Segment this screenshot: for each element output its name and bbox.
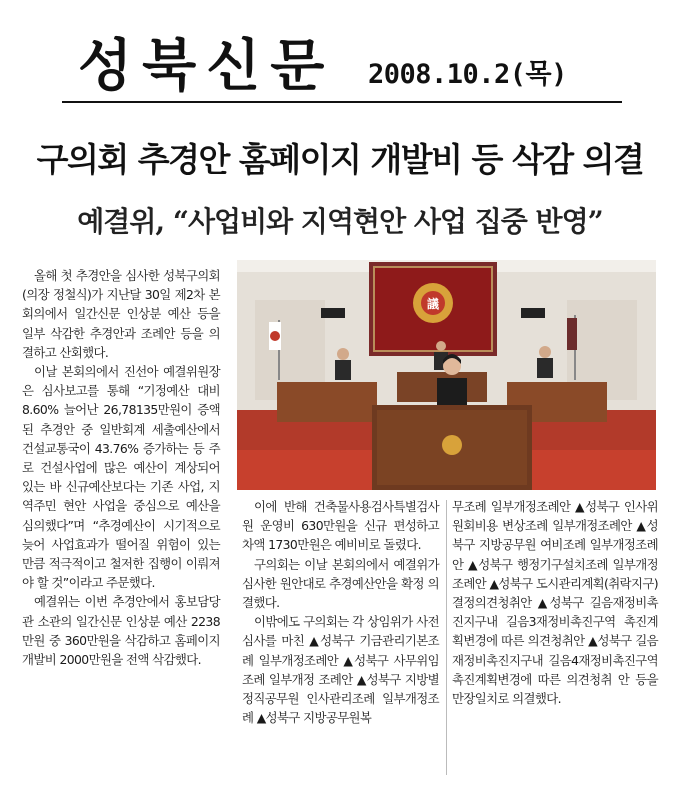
- newspaper-masthead: 성북신문: [78, 33, 335, 99]
- masthead-rule: [62, 101, 622, 103]
- paragraph: 구의회는 이날 본회의에서 예결위가 심사한 원안대로 추경예산안을 확정 의결했다.: [242, 556, 439, 611]
- paragraph: 예결위는 이번 추경안에서 홍보담당관 소관의 일간신문 인상분 예산 2238만원 중 360만원을 삭감하고 홈페이지 개발비 2000만원을 전액 삭감했다.: [22, 594, 220, 668]
- article-column-1: [22, 266, 220, 669]
- council-session-photo: [237, 260, 656, 490]
- article-headline: 구의회 추경안 홈페이지 개발비 등 삭감 의결: [36, 140, 644, 179]
- photo-illustration: [237, 260, 656, 490]
- emblem-text: 議: [426, 297, 440, 311]
- paragraph: 이에 반해 건축물사용검사특별검사원 운영비 630만원을 신규 편성하고 차액 1730만원은 예비비로 돌렸다.: [242, 499, 439, 553]
- article-column-3: [452, 497, 658, 708]
- column-divider: [446, 500, 447, 775]
- paragraph: 올해 첫 추경안을 심사한 성북구의회(의장 정철식)가 지난달 30일 제2차 본회의에서 일간신문 인상분 예산 등을 일부 삭감한 추경안과 조례안 등을 의결하고 산회했다.: [22, 268, 220, 360]
- publication-date: 2008.10.2(목): [368, 59, 567, 90]
- paragraph: 이날 본회의에서 진선아 예결위원장은 심사보고를 통해 “기정예산 대비 8.60% 늘어난 26,78135만원이 증액된 추경안 중 일반회계 세출예산에서 건설교통국이 43.76% 증가하는 등 주로 건설사업에 많은 예산이 계상되어 있는 바 신규예산보다는 기존 사업, 지역주민 현안 사업을 중심으로 예산을 심의했다”며 “추경예산이 시기적으로 늦어 사업효과가 떨어질 위험이 있는 만큼 적극적이고 철저한 집행이 이뤄져야 할 것”이라고 주문했다.: [22, 364, 220, 591]
- paragraph: 이밖에도 구의회는 각 상임위가 사전 심사를 마친 ▲성북구 기금관리기본조례 일부개정조례안 ▲성북구 사무위임조례 일부개정 조례안 ▲성북구 지방별정직공무원 인사관리조례 일부개정조례 ▲성북구 지방공무원복: [242, 614, 439, 726]
- paragraph: 무조례 일부개정조례안 ▲성북구 인사위원회비용 변상조례 일부개정조례안 ▲성북구 지방공무원 여비조례 일부개정조례안 ▲성북구 행정기구설치조례 일부개정조례안 ▲성북구 도시관리계획(취락지구) 결정의견청취안 ▲성북구 길음재정비촉진지구내 길음3재정비촉진구역 촉진계획변경에 따른 의견청취안 ▲성북구 길음재정비촉진지구내 길음4재정비촉진구역 촉진계획변경에 따른 의견청취 안 등을 만장일치로 의결했다.: [452, 499, 658, 707]
- article-column-2: [242, 497, 439, 727]
- article-subheadline: 예결위, “사업비와 지역현안 사업 집중 반영”: [77, 205, 603, 238]
